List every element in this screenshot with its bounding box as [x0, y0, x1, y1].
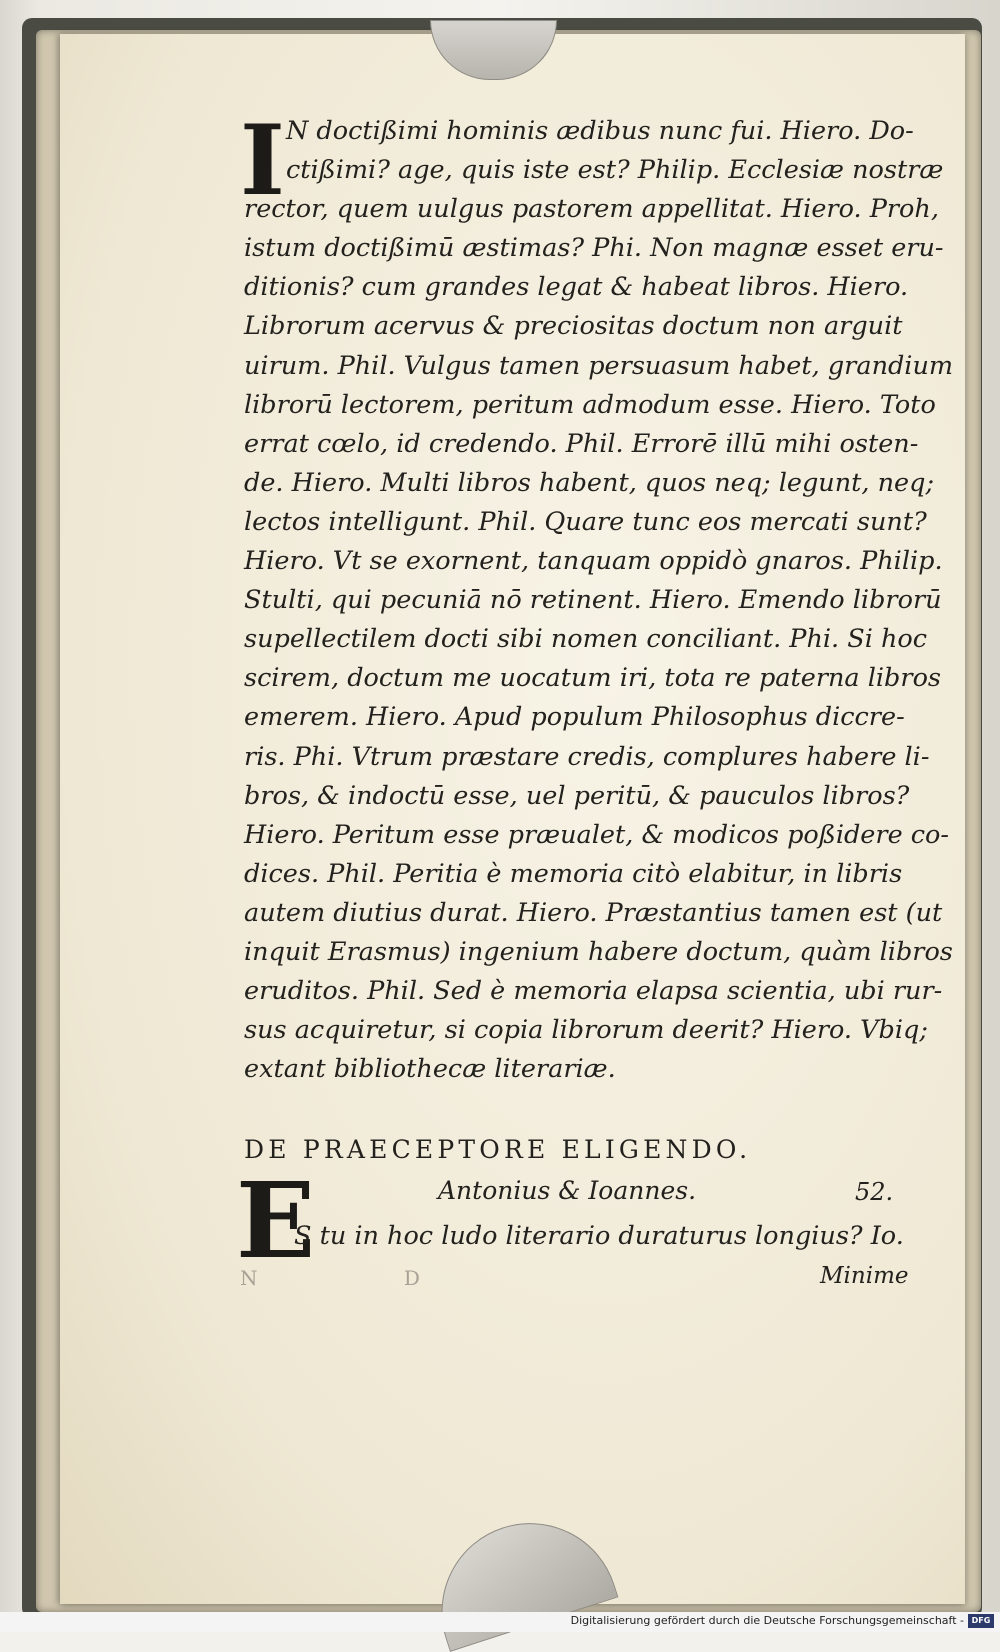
text-line: istum doctißimū æstimas? Phi. Non magnæ esset eru- — [244, 233, 944, 264]
show-through-text: N D — [240, 1266, 490, 1290]
section-heading: DE PRAECEPTORE ELIGENDO. — [244, 1135, 752, 1164]
text-line: librorū lectorem, peritum admodum esse. Hiero. Toto — [244, 389, 936, 420]
text-line: Hiero. Vt se exornent, tanquam oppidò gnaros. Philip. — [244, 546, 943, 577]
text-line: de. Hiero. Multi libros habent, quos neq; legunt, neq; — [244, 467, 935, 498]
text-line: Hiero. Peritum esse præualet, & modicos poßidere co- — [244, 819, 950, 850]
dfg-logo: DFG — [968, 1614, 994, 1628]
text-line: lectos intelligunt. Phil. Quare tunc eos mercati sunt? — [244, 506, 927, 537]
initial-letter-i: I — [240, 104, 285, 217]
text-line: sus acquiretur, si copia librorum deerit? Hiero. Vbiq; — [244, 1015, 928, 1046]
text-line: ctißimi? age, quis iste est? Philip. Ecclesiæ nostræ — [286, 155, 944, 186]
text-line: dices. Phil. Peritia è memoria citò elabitur, in libris — [244, 858, 903, 889]
text-line: supellectilem docti sibi nomen conciliant. Phi. Si hoc — [244, 624, 928, 655]
text-line: rector, quem uulgus pastorem appellitat. Hiero. Proh, — [244, 194, 939, 225]
text-line: emerem. Hiero. Apud populum Philosophus diccre- — [244, 702, 905, 733]
text-line: errat cœlo, id credendo. Phil. Errorē illū mihi osten- — [244, 428, 919, 459]
text-line: bros, & indoctū esse, uel peritū, & pauculos libros? — [244, 780, 910, 811]
text-line: ditionis? cum grandes legat & habeat libros. Hiero. — [244, 272, 909, 303]
text-line: eruditos. Phil. Sed è memoria elapsa scientia, ubi rur- — [244, 976, 943, 1007]
text-line-after-initial: S tu in hoc ludo literario duraturus longius? Io. — [294, 1221, 904, 1251]
initial-letter-e: E — [236, 1159, 316, 1282]
text-line: Stulti, qui pecuniā nō retinent. Hiero. Emendo librorū — [244, 585, 942, 616]
text-line: extant bibliothecæ literariæ. — [244, 1054, 616, 1085]
text-line: ris. Phi. Vtrum præstare credis, complures habere li- — [244, 741, 930, 772]
funding-credit: Digitalisierung gefördert durch die Deutsche Forschungsgemeinschaft - — [570, 1614, 964, 1627]
speaker-names: Antonius & Ioannes. — [438, 1176, 697, 1205]
page-number: 52. — [855, 1178, 894, 1206]
catchword: Minime — [820, 1263, 909, 1289]
text-line: uirum. Phil. Vulgus tamen persuasum habet, grandium — [244, 350, 954, 381]
text-line: scirem, doctum me uocatum iri, tota re paterna libros — [244, 663, 942, 694]
text-line: autem diutius durat. Hiero. Præstantius tamen est (ut — [244, 897, 943, 928]
text-line: Librorum acervus & preciositas doctum non arguit — [244, 311, 903, 342]
dialogue-text — [244, 112, 954, 1089]
text-line: N doctißimi hominis ædibus nunc fui. Hiero. Do- — [286, 116, 914, 146]
text-line: inquit Erasmus) ingenium habere doctum, quàm libros — [244, 936, 953, 967]
